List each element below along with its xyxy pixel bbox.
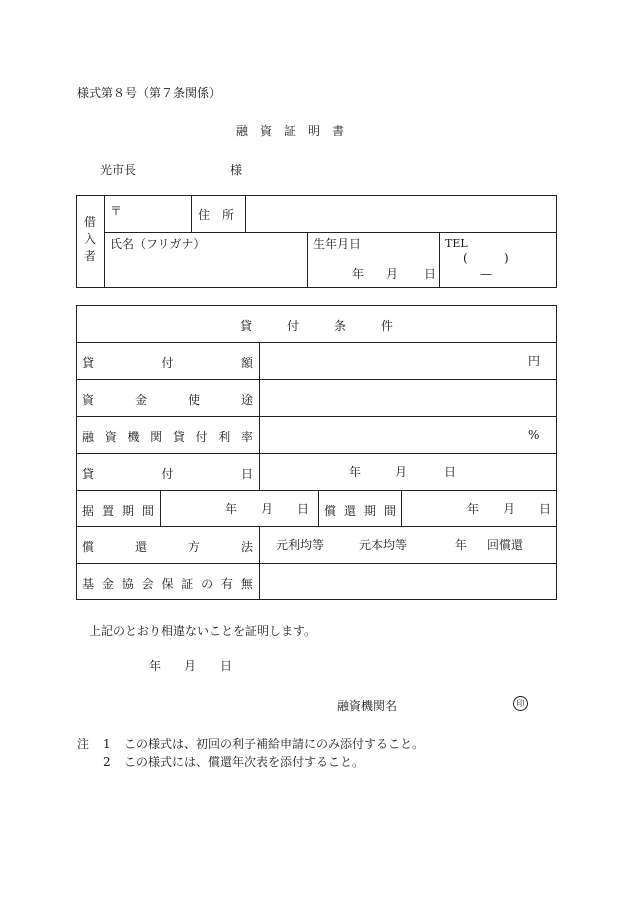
loan-amount-field[interactable] — [260, 343, 556, 378]
loan-date-year-unit: 年 — [349, 465, 362, 479]
fund-purpose-field[interactable] — [260, 380, 556, 415]
birth-month-unit: 月 — [386, 267, 399, 281]
method-option-year-unit: 年 — [455, 538, 468, 552]
issue-day-unit: 日 — [220, 659, 233, 673]
addressee-honorific: 様 — [230, 163, 243, 177]
document-title: 融 資 証 明 書 — [236, 124, 345, 138]
repay-year-unit: 年 — [467, 502, 480, 516]
borrower-section-label: 借 入 者 — [83, 215, 96, 263]
tel-paren-open: ( — [463, 251, 468, 265]
loan-date-label: 貸 付 日 — [82, 467, 253, 481]
loan-date-month-unit: 月 — [395, 465, 408, 479]
notes-prefix: 注 — [77, 737, 90, 751]
repayment-method-label: 償 還 方 法 — [82, 540, 253, 554]
conditions-header: 貸 付 条 件 — [240, 319, 393, 333]
postal-code-mark: 〒 — [110, 204, 123, 218]
yen-unit: 円 — [528, 354, 541, 368]
loan-date-day-unit: 日 — [444, 465, 457, 479]
guarantee-label: 基 金 協 会 保 証 の 有 無 — [82, 577, 253, 591]
tel-paren-close: ) — [504, 251, 509, 265]
birth-date-label: 生年月日 — [313, 237, 362, 251]
name-field[interactable] — [105, 252, 306, 287]
note-1-text: この様式は、初回の利子補給申請にのみ添付すること。 — [124, 737, 425, 751]
fund-purpose-label: 資 金 使 途 — [82, 393, 253, 407]
birth-day-unit: 日 — [424, 267, 437, 281]
lending-rate-field[interactable] — [260, 417, 556, 452]
address-label: 住 所 — [198, 208, 235, 222]
repay-month-unit: 月 — [503, 502, 516, 516]
issue-month-unit: 月 — [184, 659, 197, 673]
loan-amount-label: 貸 付 額 — [82, 356, 253, 370]
method-option-equal-installment[interactable]: 元利均等 — [276, 538, 325, 552]
grace-month-unit: 月 — [261, 502, 274, 516]
address-field[interactable] — [246, 196, 556, 231]
birth-year-unit: 年 — [352, 267, 365, 281]
loan-date-field[interactable] — [260, 454, 556, 489]
method-option-installments[interactable]: 回償還 — [487, 538, 524, 552]
certify-statement: 上記のとおり相違ないことを証明します。 — [89, 624, 317, 638]
guarantee-field[interactable] — [260, 564, 556, 599]
grace-period-field[interactable] — [161, 491, 317, 525]
method-option-equal-principal[interactable]: 元本均等 — [359, 538, 408, 552]
note-2-text: この様式には、償還年次表を添付すること。 — [124, 755, 365, 769]
repayment-period-label: 償 還 期 間 — [324, 504, 396, 518]
note-1-number: 1 — [103, 737, 111, 751]
repay-day-unit: 日 — [539, 502, 552, 516]
grace-period-label: 据 置 期 間 — [82, 504, 154, 518]
form-number: 様式第８号（第７条関係） — [77, 86, 222, 100]
addressee-name: 光市長 — [100, 163, 137, 177]
financial-institution-label: 融資機関名 — [337, 699, 398, 713]
tel-dash: — — [480, 267, 492, 281]
grace-year-unit: 年 — [225, 502, 238, 516]
tel-label: TEL — [445, 237, 468, 250]
seal-mark: 印 — [513, 696, 528, 711]
grace-day-unit: 日 — [297, 502, 310, 516]
percent-unit: % — [528, 428, 540, 442]
lending-rate-label: 融 資 機 関 貸 付 利 率 — [82, 430, 253, 444]
issue-year-unit: 年 — [149, 659, 162, 673]
name-furigana-label: 氏名（フリガナ） — [110, 237, 206, 251]
note-2-number: 2 — [103, 755, 111, 769]
